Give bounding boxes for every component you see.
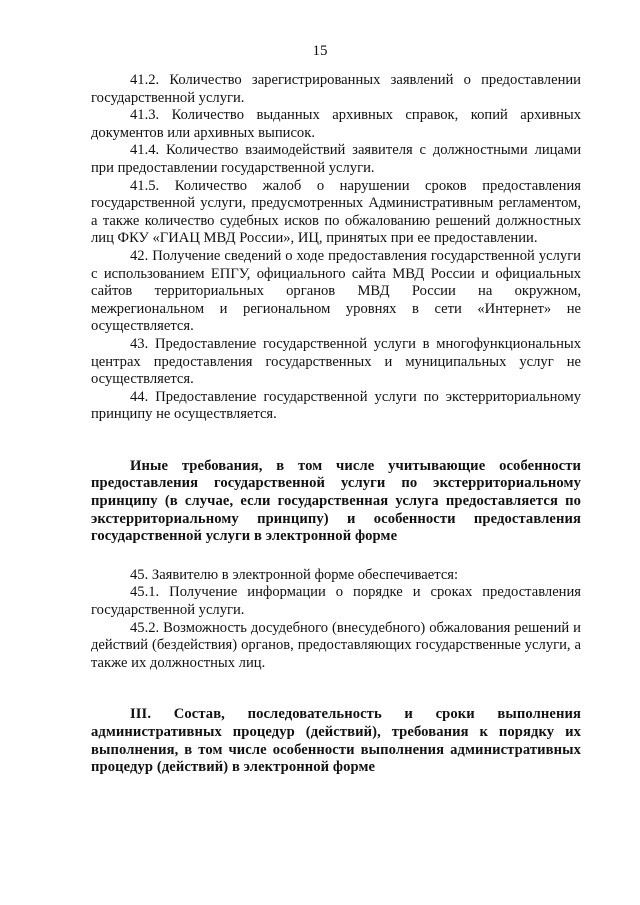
paragraph-44: 44. Предоставление государственной услуги по экстерриториальному принципу не осуществляется. [91, 388, 581, 423]
section-heading-other-requirements: Иные требования, в том числе учитывающие особенности предоставления государственной услуги по экстерриториальному принципу (в случае, если государственная услуга предоставляется по экстерриториальному принципу) и особенности предоставления государственной услуги в электронной форме [91, 457, 581, 545]
paragraph-43: 43. Предоставление государственной услуги в многофункциональных центрах предоставления государственных и муниципальных услуг не осуществляется. [91, 335, 581, 388]
paragraph-41-3: 41.3. Количество выданных архивных справок, копий архивных документов или архивных выписок. [91, 107, 581, 141]
paragraph-41-4: 41.4. Количество взаимодействий заявителя с должностными лицами при предоставлении государственной услуги. [91, 142, 581, 176]
paragraph-41-2: 41.2. Количество зарегистрированных заявлений о предоставлении государственной услуги. [91, 72, 581, 106]
paragraph-41-5: 41.5. Количество жалоб о нарушении сроков предоставления государственной услуги, предусмотренных Административным регламентом, а также количество судебных исков по обжалованию решений должностных лиц ФКУ «ГИАЦ МВД России», ИЦ, принятых при ее предоставлении. [91, 177, 581, 247]
spacer [91, 546, 581, 567]
spacer [91, 672, 581, 706]
paragraph-45-2: 45.2. Возможность досудебного (внесудебного) обжалования решений и действий (бездействия) органов, предоставляющих государственные услуги, а также их должностных лиц. [91, 619, 581, 671]
page-number: 15 [312, 43, 328, 59]
paragraph-42: 42. Получение сведений о ходе предоставления государственной услуги с использованием ЕПГУ, официального сайта МВД России и официальных сайтов территориальных органов МВД России на окружном, межрегиональном и региональном уровнях в сети «Интернет» не осуществляется. [91, 247, 581, 335]
paragraph-45-1: 45.1. Получение информации о порядке и сроках предоставления государственной услуги. [91, 584, 581, 619]
spacer [91, 424, 581, 458]
section-heading-iii: III. Состав, последовательность и сроки выполнения административных процедур (действий), требования к порядку их выполнения, в том числе особенности выполнения административных процедур (действий) в электронной форме [91, 706, 581, 776]
paragraph-45: 45. Заявителю в электронной форме обеспечивается: [130, 566, 459, 583]
page-content [91, 72, 581, 777]
